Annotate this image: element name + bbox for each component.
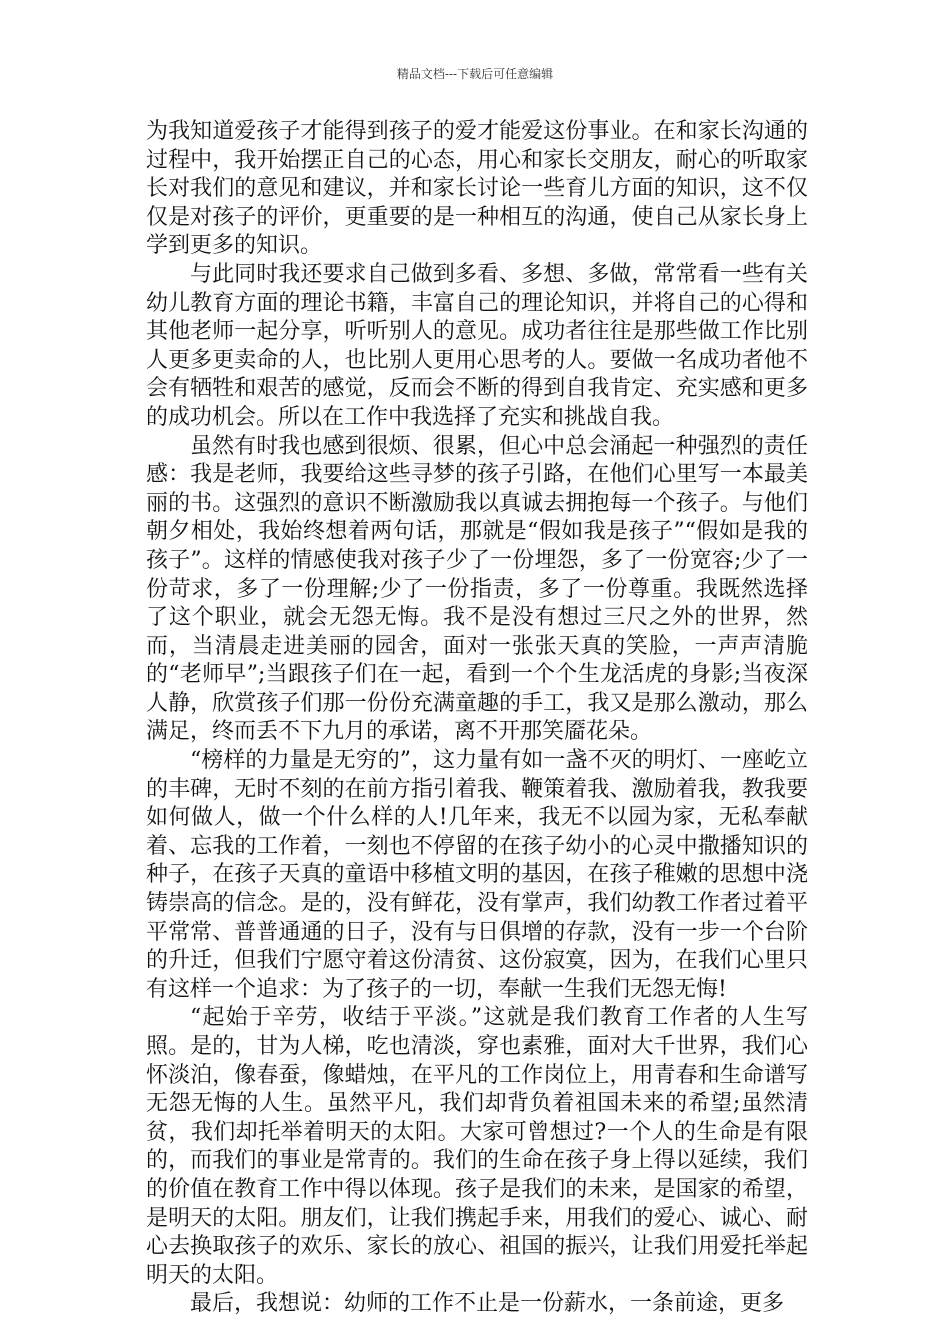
paragraph: 最后，我想说：幼师的工作不止是一份薪水，一条前途，更多 — [190, 1291, 785, 1317]
paragraph: 为我知道爱孩子才能得到孩子的爱才能爱这份事业。在和家长沟通的过程中，我开始摆正自己的心态，用心和家长交朋友，耐心的听取家长对我们的意见和建议，并和家长讨论一些育儿方面的知识，这不仅仅是对孩子的评价，更重要的是一种相互的沟通，使自己从家长身上学到更多的知识。 — [146, 119, 808, 259]
page-header: 精品文档---下载后可任意编辑 — [396, 67, 554, 81]
paragraph: 虽然有时我也感到很烦、很累，但心中总会涌起一种强烈的责任感：我是老师，我要给这些寻梦的孩子引路，在他们心里写一本最美丽的书。这强烈的意识不断激励我以真诚去拥抱每一个孩子。与他们朝夕相处，我始终想着两句话，那就是“假如我是孩子”“假如是我的孩子”。这样的情感使我对孩子少了一份埋怨，多了一份宽容;少了一份苛求，多了一份理解;少了一份指责，多了一份尊重。我既然选择了这个职业，就会无怨无悔。我不是没有想过三尺之外的世界，然而，当清晨走进美丽的园舍，面对一张张天真的笑脸，一声声清脆的“老师早”;当跟孩子们在一起，看到一个个生龙活虎的身影;当夜深人静，欣赏孩子们那一份份充满童趣的手工，我又是那么激动，那么满足，终而丢不下九月的承诺，离不开那笑靥花朵。 — [146, 433, 808, 745]
paragraph: “起始于辛劳，收结于平淡。”这就是我们教育工作者的人生写照。是的，甘为人梯，吃也清淡，穿也素雅，面对大千世界，我们心怀淡泊，像春蚕，像蜡烛，在平凡的工作岗位上，用青春和生命谱写无怨无悔的人生。虽然平凡，我们却背负着祖国未来的希望;虽然清贫，我们却托举着明天的太阳。大家可曾想过?一个人的生命是有限的，而我们的事业是常青的。我们的生命在孩子身上得以延续，我们的价值在教育工作中得以体现。孩子是我们的未来，是国家的希望，是明天的太阳。朋友们，让我们携起手来，用我们的爱心、诚心、耐心去换取孩子的欢乐、家长的放心、祖国的振兴，让我们用爱托举起明天的太阳。 — [146, 1005, 808, 1288]
paragraph: 与此同时我还要求自己做到多看、多想、多做，常常看一些有关幼儿教育方面的理论书籍，丰富自己的理论知识，并将自己的心得和其他老师一起分享，听听别人的意见。成功者往往是那些做工作比别人更多更卖命的人，也比别人更用心思考的人。要做一名成功者他不会有牺牲和艰苦的感觉，反而会不断的得到自我肯定、充实感和更多的成功机会。所以在工作中我选择了充实和挑战自我。 — [146, 261, 808, 430]
document-body — [146, 118, 808, 1319]
paragraph: “榜样的力量是无穷的”，这力量有如一盏不灭的明灯、一座屹立的丰碑，无时不刻的在前方指引着我、鞭策着我、激励着我，教我要如何做人，做一个什么样的人!几年来，我无不以园为家，无私奉献着、忘我的工作着，一刻也不停留的在孩子幼小的心灵中撒播知识的种子，在孩子天真的童语中移植文明的基因，在孩子稚嫩的思想中浇铸崇高的信念。是的，没有鲜花，没有掌声，我们幼教工作者过着平平常常、普普通通的日子，没有与日俱增的存款，没有一步一个台阶的升迁，但我们宁愿守着这份清贫、这份寂寞，因为，在我们心里只有这样一个追求：为了孩子的一切，奉献一生我们无怨无悔! — [146, 748, 808, 1002]
